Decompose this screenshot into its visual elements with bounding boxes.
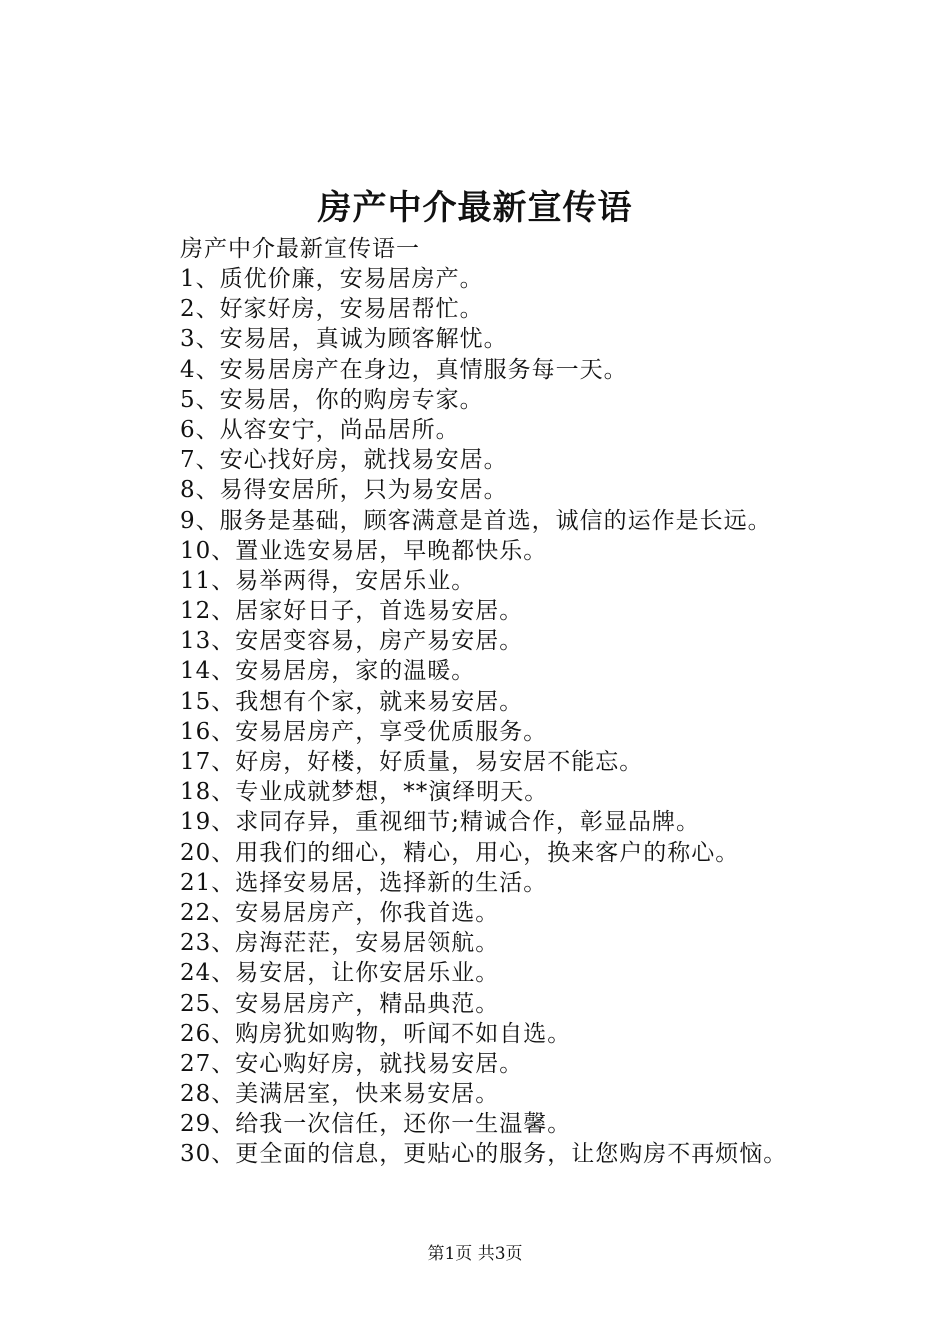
list-item: 29、给我一次信任，还你一生温馨。 [180,1111,572,1138]
list-item: 4、安易居房产在身边，真情服务每一天。 [180,356,628,383]
section-heading: 房产中介最新宣传语一 [180,236,420,262]
list-item: 12、居家好日子，首选易安居。 [180,598,524,625]
list-item: 6、从容安宁，尚品居所。 [180,416,460,443]
list-item: 8、易得安居所，只为易安居。 [180,477,508,504]
list-item: 28、美满居室，快来易安居。 [180,1081,500,1108]
list-item: 13、安居变容易，房产易安居。 [180,628,524,655]
list-item: 30、更全面的信息，更贴心的服务，让您购房不再烦恼。 [180,1141,788,1168]
list-item: 18、专业成就梦想，**演绎明天。 [180,779,549,806]
list-item: 10、置业选安易居，早晚都快乐。 [180,537,548,564]
list-item: 21、选择安易居，选择新的生活。 [180,869,548,896]
list-item: 24、易安居，让你安居乐业。 [180,960,500,987]
list-item: 7、安心找好房，就找易安居。 [180,447,508,474]
list-item: 15、我想有个家，就来易安居。 [180,688,524,715]
page-footer: 第1页 共3页 [427,1244,523,1264]
list-item: 25、安易居房产，精品典范。 [180,990,500,1017]
list-item: 2、好家好房，安易居帮忙。 [180,296,484,323]
list-item: 9、服务是基础，顾客满意是首选，诚信的运作是长远。 [180,507,772,534]
list-item: 14、安易居房，家的温暖。 [180,658,476,685]
list-item: 22、安易居房产，你我首选。 [180,899,500,926]
list-item: 11、易举两得，安居乐业。 [180,567,476,594]
list-item: 3、安易居，真诚为顾客解忧。 [180,326,508,353]
document-title: 房产中介最新宣传语 [317,188,633,228]
list-item: 19、求同存异，重视细节;精诚合作，彰显品牌。 [180,809,701,836]
list-item: 23、房海茫茫，安易居领航。 [180,930,500,957]
slogan-list [180,264,787,1170]
list-item: 5、安易居，你的购房专家。 [180,386,484,413]
list-item: 20、用我们的细心，精心，用心，换来客户的称心。 [180,839,740,866]
list-item: 16、安易居房产，享受优质服务。 [180,718,548,745]
list-item: 27、安心购好房，就找易安居。 [180,1050,524,1077]
list-item: 26、购房犹如购物，听闻不如自选。 [180,1020,572,1047]
list-item: 17、好房，好楼，好质量，易安居不能忘。 [180,749,644,775]
list-item: 1、质优价廉，安易居房产。 [180,266,484,292]
